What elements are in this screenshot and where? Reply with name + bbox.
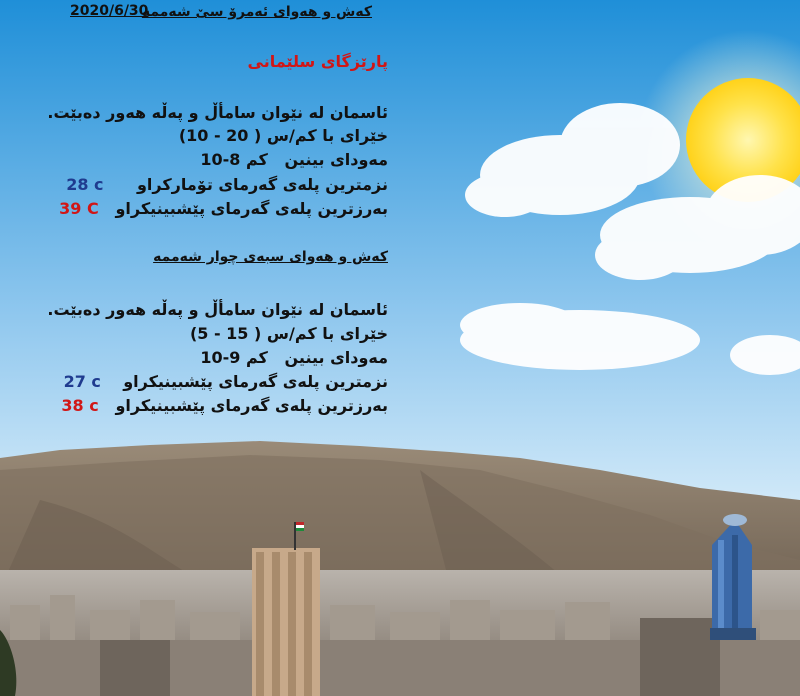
wind-label: خێرای با [322,126,388,145]
today-title: کەش و هەوای ئەمرۆ سێ شەممە [141,4,372,20]
visibility-value: 10-9 کم [200,348,268,367]
forecast-date: 2020/6/30 [70,3,149,19]
min-temp-value: 28 c [66,175,104,194]
today-visibility [200,150,388,170]
max-temp-label: بەرزترین پلەی گەرمای پێشبینیکراو [115,199,388,218]
today-min-temp [66,175,388,195]
visibility-label: مەودای بینین [284,348,388,367]
tomorrow-visibility [200,348,388,368]
today-max-temp [59,199,388,219]
wind-value: (10 - 20 ) کم/س [178,126,317,145]
tomorrow-title: کەش و هەوای سبەی چوار شەممە [153,249,388,265]
min-temp-value: 27 c [63,372,101,391]
wind-label: خێرای با [322,324,388,343]
max-temp-value: 39 C [59,199,99,218]
city-name: پارێزگای سلێمانی [247,52,388,71]
tomorrow-wind [190,324,388,344]
max-temp-label: بەرزترین پلەی گەرمای پێشبینیکراو [115,396,388,415]
tomorrow-max-temp [61,396,388,416]
max-temp-value: 38 c [61,396,99,415]
min-temp-label: نزمترین پلەی گەرمای پێشبینیکراو [123,372,388,391]
today-sky: ئاسمان لە نێوان سامأڵ و پەڵە هەور دەبێت. [47,103,388,122]
wind-value: (5 - 15 ) کم/س [189,324,317,343]
tomorrow-sky: ئاسمان لە نێوان سامأڵ و پەڵە هەور دەبێت. [47,300,388,319]
tomorrow-min-temp [64,372,388,392]
visibility-label: مەودای بینین [284,150,388,169]
visibility-value: 10-8 کم [200,150,268,169]
today-wind [179,126,388,146]
min-temp-label: نزمترین پلەی گەرمای تۆمارکراو [136,175,388,194]
